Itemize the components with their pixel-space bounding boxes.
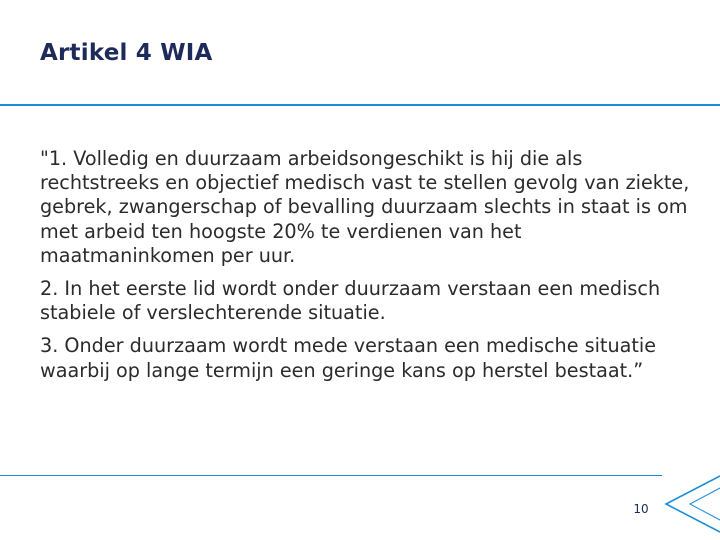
page-number: 10 [633, 502, 649, 516]
slide-title: Artikel 4 WIA [40, 40, 213, 66]
paragraph-3: 3. Onder duurzaam wordt mede verstaan een medische situatie waarbij op lange termijn een geringe kans op herstel bestaat.” [40, 334, 657, 382]
paragraph-2: 2. In het eerste lid wordt onder duurzaam verstaan een medisch stabiele of verslechterende situatie. [40, 277, 661, 325]
paragraph-1: "1. Volledig en duurzaam arbeidsongeschikt is hij die als rechtstreeks en objectief medisch vast te stellen gevolg van ziekte, gebrek, zwangerschap of bevalling duurzaam slechts in staat is om met arbeid ten hoogste 20% te verdienen van het maatmaninkomen per uur. [40, 147, 690, 267]
